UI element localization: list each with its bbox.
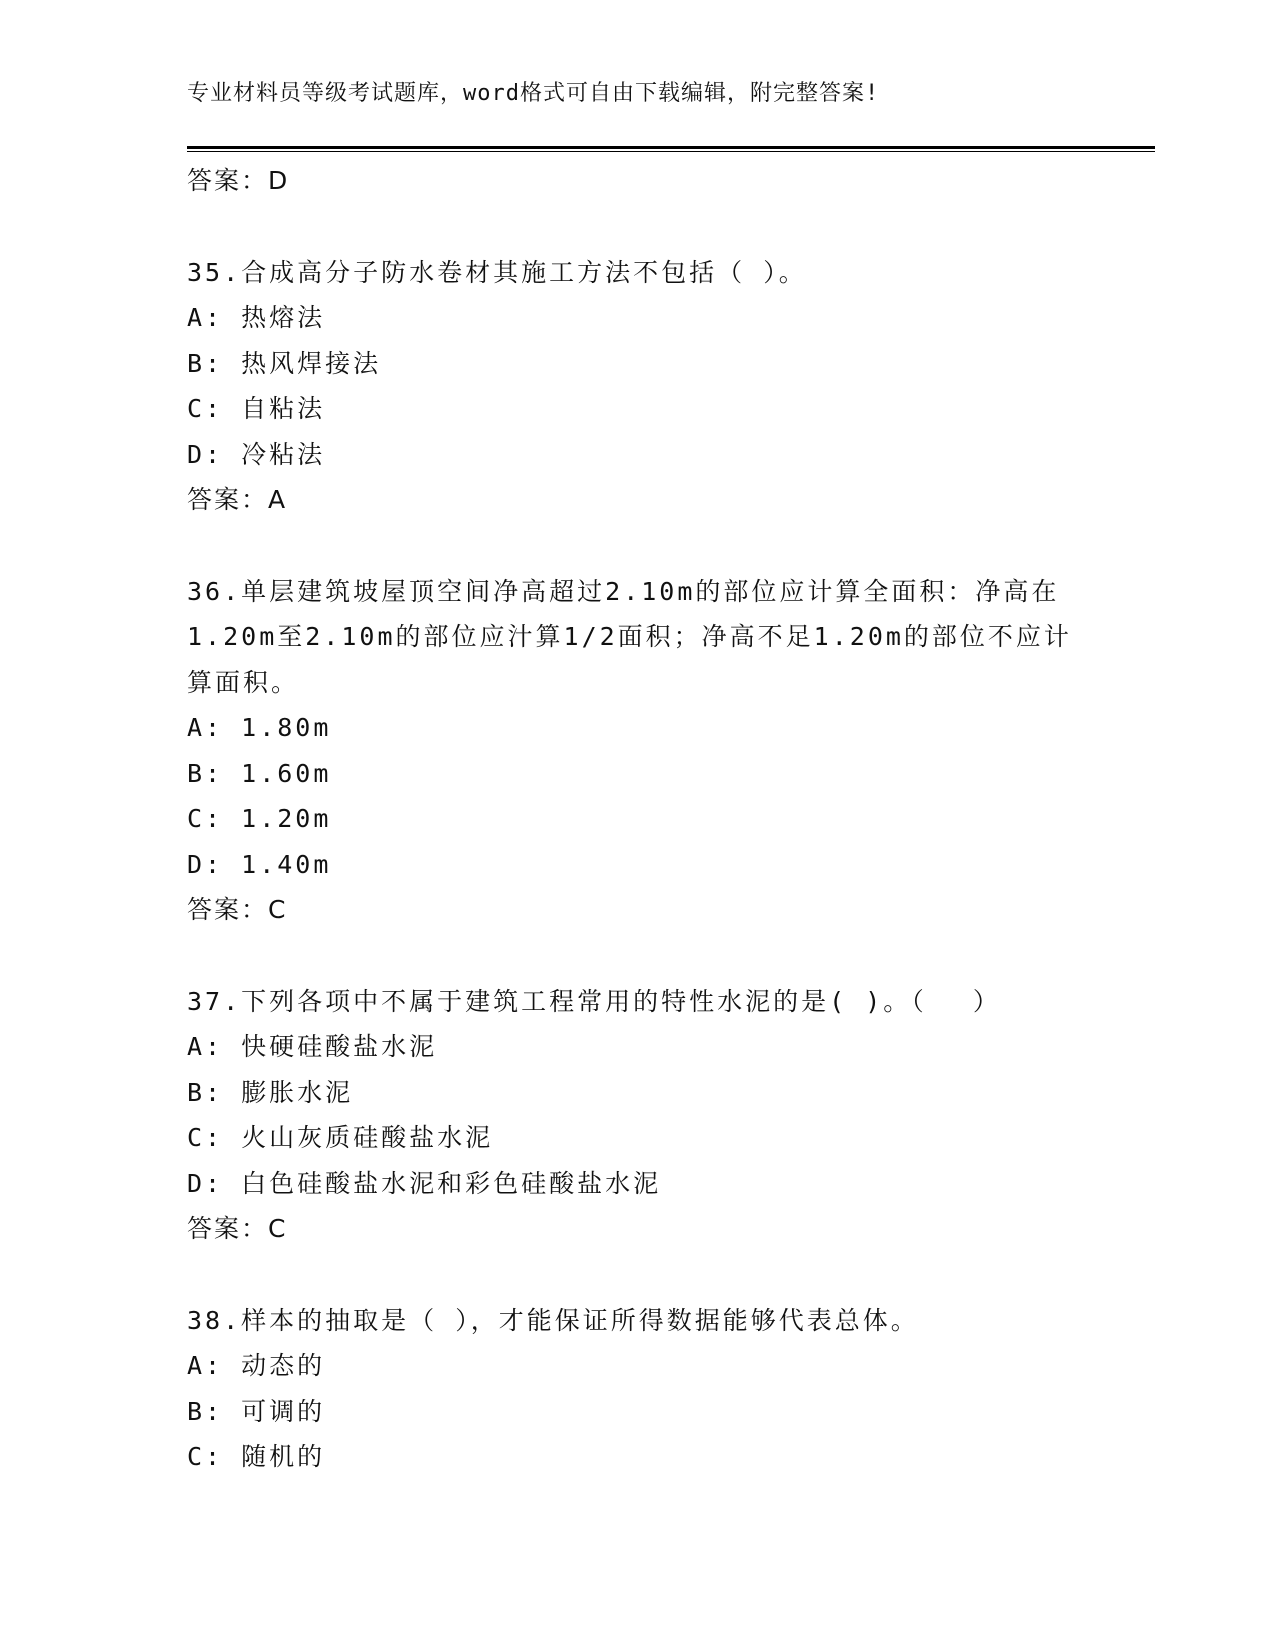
answer-line: 答案：A (187, 485, 288, 514)
answer-line: 答案：C (187, 1214, 288, 1243)
option-b: B: 可调的 (187, 1396, 326, 1426)
question-stem: 37.下列各项中不属于建筑工程常用的特性水泥的是( )。（ ） (187, 986, 1001, 1016)
option-d: D: 1.40m (187, 849, 332, 879)
option-d: D: 冷粘法 (187, 439, 326, 469)
option-c: C: 自粘法 (187, 394, 326, 423)
option-a: A: 动态的 (187, 1351, 326, 1380)
header-rule-thin (187, 151, 1155, 152)
answer-line: 答案：C (187, 895, 288, 924)
question-stem: 35.合成高分子防水卷材其施工方法不包括（ ）。 (187, 257, 807, 287)
option-c: C: 随机的 (187, 1442, 326, 1471)
header-note: 专业材料员等级考试题库，word格式可自由下载编辑，附完整答案! (187, 81, 880, 106)
header-rule-thick (187, 146, 1155, 149)
option-d: D: 白色硅酸盐水泥和彩色硅酸盐水泥 (187, 1168, 662, 1198)
question-stem-line-1: 36.单层建筑坡屋顶空间净高超过2.10m的部位应计算全面积：净高在 (187, 576, 1060, 606)
option-a: A: 热熔法 (187, 303, 326, 332)
option-b: B: 膨胀水泥 (187, 1077, 354, 1107)
option-c: C: 火山灰质硅酸盐水泥 (187, 1123, 494, 1152)
question-38 (187, 1298, 1087, 1480)
question-36 (187, 569, 1087, 933)
option-b: B: 热风焊接法 (187, 348, 382, 378)
question-stem-line-2: 1.20m至2.10m的部位应汁算1/2面积；净高不足1.20m的部位不应计 (187, 622, 1072, 651)
option-b: B: 1.60m (187, 758, 332, 788)
question-37 (187, 979, 1087, 1252)
question-35 (187, 250, 1087, 523)
answer-line: 答案：D (187, 166, 290, 195)
option-a: A: 1.80m (187, 713, 332, 742)
question-stem-line-3: 算面积。 (187, 667, 300, 697)
option-c: C: 1.20m (187, 804, 332, 833)
question-list (187, 158, 1087, 1480)
question-stem: 38.样本的抽取是（ ），才能保证所得数据能够代表总体。 (187, 1305, 919, 1335)
option-a: A: 快硬硅酸盐水泥 (187, 1032, 438, 1061)
